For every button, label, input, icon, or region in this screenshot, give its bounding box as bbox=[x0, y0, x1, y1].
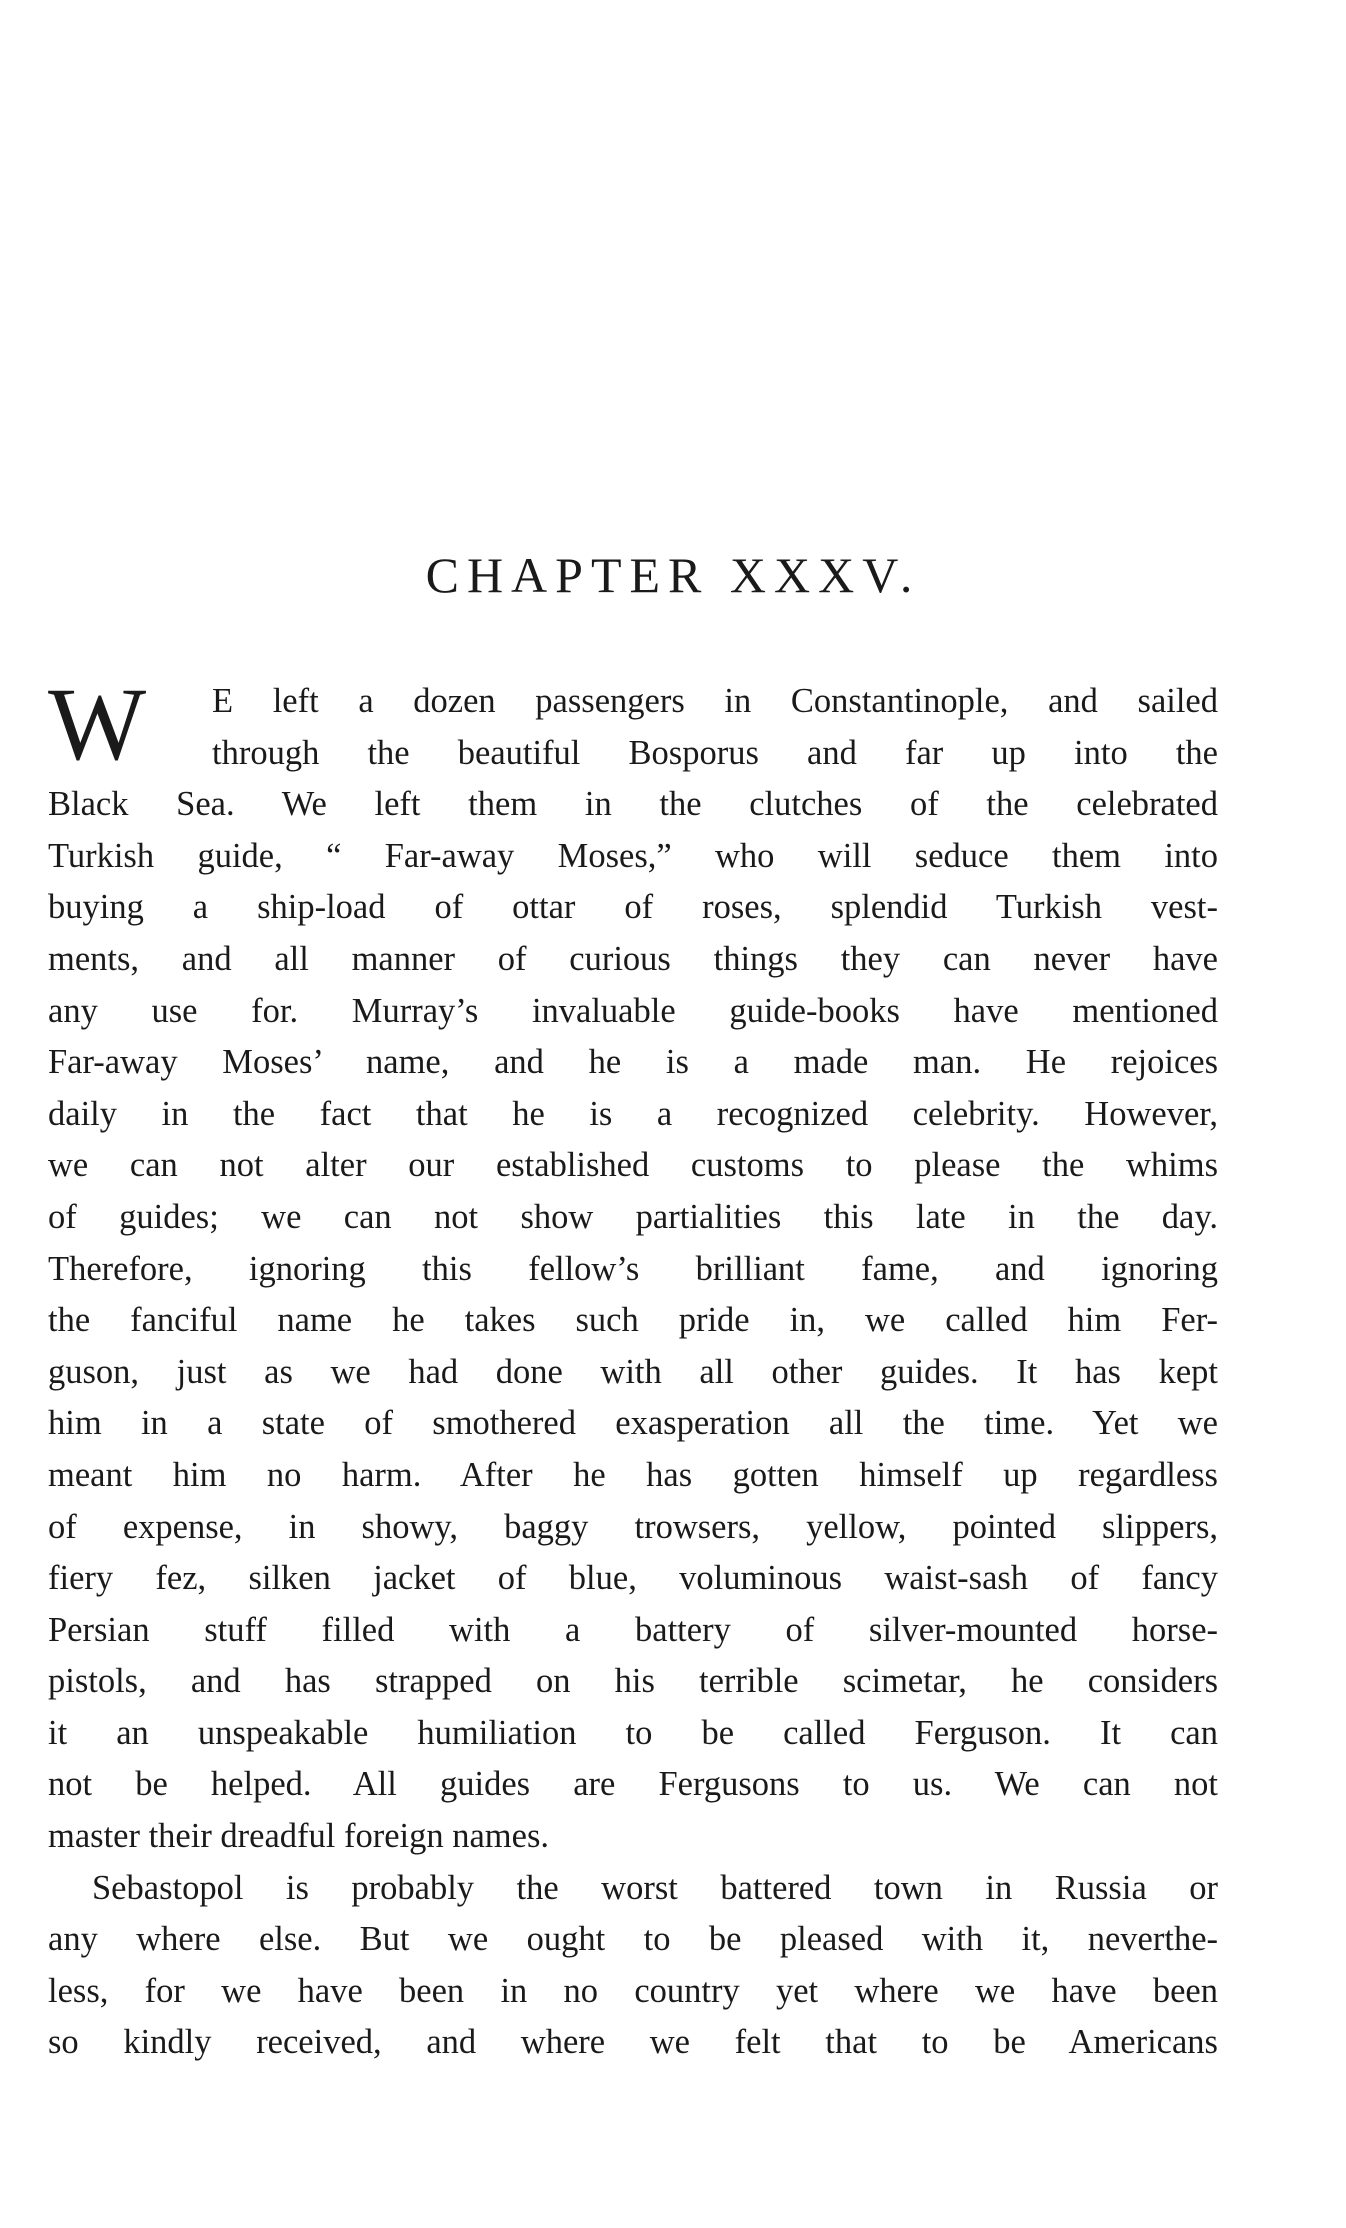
text-line: pistols, and has strapped on his terrible scimetar, he considers bbox=[48, 1662, 1218, 1701]
text-line: Black Sea. We left them in the clutches of the celebrated bbox=[48, 785, 1218, 824]
text-line: we can not alter our established customs to please the whims bbox=[48, 1146, 1218, 1185]
text-line: him in a state of smothered exasperation all the time. Yet we bbox=[48, 1404, 1218, 1443]
text-line: guson, just as we had done with all other guides. It has kept bbox=[48, 1352, 1218, 1391]
text-line: any use for. Murray’s invaluable guide-books have mentioned bbox=[48, 991, 1218, 1030]
text-line: daily in the fact that he is a recognized celebrity. However, bbox=[48, 1094, 1218, 1133]
text-line: of expense, in showy, baggy trowsers, yellow, pointed slippers, bbox=[48, 1507, 1218, 1546]
text-line: ments, and all manner of curious things they can never have bbox=[48, 939, 1218, 978]
body-text bbox=[48, 667, 1218, 2069]
drop-cap: W bbox=[48, 667, 147, 782]
text-line: through the beautiful Bosporus and far up into the bbox=[212, 733, 1218, 772]
text-line: of guides; we can not show partialities this late in the day. bbox=[48, 1197, 1218, 1236]
text-line: so kindly received, and where we felt that to be Americans bbox=[48, 2023, 1218, 2062]
paragraph-2 bbox=[48, 1863, 1218, 2069]
text-line: buying a ship-load of ottar of roses, splendid Turkish vest- bbox=[48, 888, 1218, 927]
text-line: Far-away Moses’ name, and he is a made man. He rejoices bbox=[48, 1043, 1218, 1082]
text-line: not be helped. All guides are Fergusons to us. We can not bbox=[48, 1765, 1218, 1804]
text-line: it an unspeakable humiliation to be called Ferguson. It can bbox=[48, 1713, 1218, 1752]
text-line: Therefore, ignoring this fellow’s brilliant fame, and ignoring bbox=[48, 1249, 1218, 1288]
text-line: meant him no harm. After he has gotten himself up regardless bbox=[48, 1455, 1218, 1494]
paragraph-1 bbox=[48, 667, 1218, 1863]
text-line: master their dreadful foreign names. bbox=[48, 1817, 550, 1856]
text-line: the fanciful name he takes such pride in, we called him Fer- bbox=[48, 1301, 1218, 1340]
text-line: Persian stuff filled with a battery of silver-mounted horse- bbox=[48, 1610, 1218, 1649]
text-line: Turkish guide, “ Far-away Moses,” who will seduce them into bbox=[48, 836, 1218, 875]
text-line: Sebastopol is probably the worst battered town in Russia or bbox=[92, 1868, 1218, 1907]
chapter-title: CHAPTER XXXV. bbox=[425, 547, 921, 603]
text-line: any where else. But we ought to be pleased with it, neverthe- bbox=[48, 1920, 1218, 1959]
text-line: E left a dozen passengers in Constantinople, and sailed bbox=[212, 682, 1218, 720]
text-line: fiery fez, silken jacket of blue, voluminous waist-sash of fancy bbox=[48, 1559, 1218, 1598]
text-line: less, for we have been in no country yet where we have been bbox=[48, 1971, 1218, 2010]
